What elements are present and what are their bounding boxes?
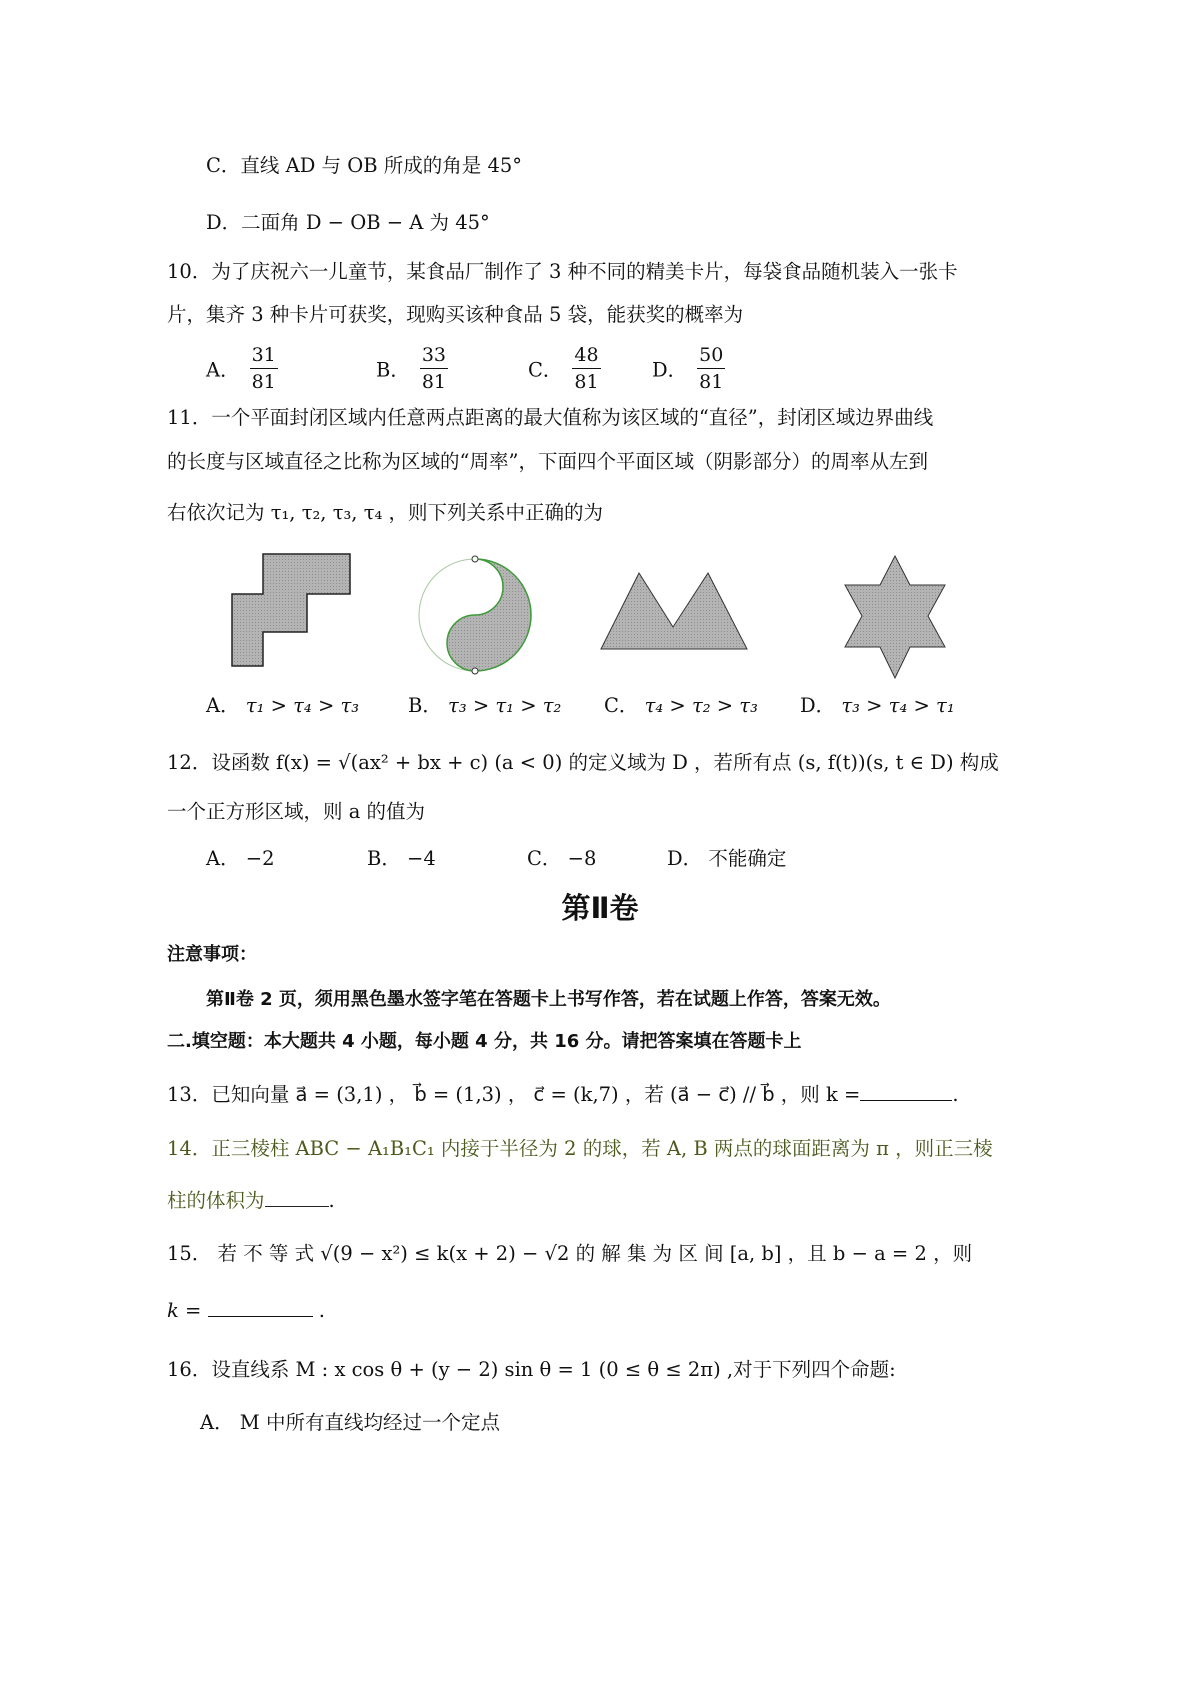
notice-title: 注意事项： <box>167 944 257 965</box>
q16-stem-line1: 16．设直线系 M : x cos θ + (y − 2) sin θ = 1 (0 ≤ θ ≤ 2π) ,对于下列四个命题: <box>167 1358 896 1381</box>
yin-yang-region-figure <box>413 552 543 678</box>
notice-text: 第Ⅱ卷 2 页，须用黑色墨水签字笔在答题卡上书写作答，若在试题上作答，答案无效。 <box>206 989 891 1010</box>
q12-stem-line1: 12．设函数 f(x) = √(ax² + bx + c) (a < 0) 的定义域为 D ，若所有点 (s, f(t))(s, t ∈ D) 构成 <box>167 751 999 774</box>
q12-option-d: D． 不能确定 <box>667 847 787 870</box>
q10-stem-line1: 10．为了庆祝六一儿童节，某食品厂制作了 3 种不同的精美卡片，每袋食品随机装入一张卡 <box>167 260 958 283</box>
hexagram-region-figure <box>830 550 960 690</box>
q12-option-c: C． −8 <box>527 847 597 870</box>
staircase-region-figure <box>225 550 355 670</box>
q10-option-c: C． $\frac{48}{81}$ <box>528 344 599 393</box>
q11-option-d: D． τ₃ > τ₄ > τ₁ <box>800 694 955 717</box>
q11-stem-line2: 的长度与区域直径之比称为区域的“周率”，下面四个平面区域（阴影部分）的周率从左到 <box>167 450 928 473</box>
q10-stem-line2: 片，集齐 3 种卡片可获奖，现购买该种食品 5 袋，能获奖的概率为 <box>167 303 744 326</box>
q14-answer-blank[interactable] <box>265 1190 329 1207</box>
q10-option-d: D． $\frac{50}{81}$ <box>652 344 724 393</box>
q9-option-c: C．直线 AD 与 OB 所成的角是 45° <box>206 154 523 177</box>
q15-stem-line1: 15． 若 不 等 式 √(9 − x²) ≤ k(x + 2) − √2 的 解 集 为 区 间 [a, b] ，且 b − a = 2 ，则 <box>167 1242 973 1265</box>
q12-stem-line2: 一个正方形区域，则 a 的值为 <box>167 800 426 823</box>
fill-in-heading: 二.填空题：本大题共 4 小题，每小题 4 分，共 16 分。请把答案填在答题卡上 <box>167 1031 802 1052</box>
q10-option-a: A． $\frac{31}{81}$ <box>206 344 276 393</box>
section-title: 第Ⅱ卷 <box>561 891 639 925</box>
q9-option-d: D．二面角 D − OB − A 为 45° <box>206 211 490 234</box>
q15-stem-line2: k = . <box>167 1299 325 1322</box>
q11-option-a: A． τ₁ > τ₄ > τ₃ <box>206 694 360 717</box>
twin-peaks-region-figure <box>595 565 755 655</box>
q11-stem-line1: 11．一个平面封闭区域内任意两点距离的最大值称为该区域的“直径”，封闭区域边界曲线 <box>167 406 934 429</box>
q15-answer-blank[interactable] <box>208 1300 313 1317</box>
q11-option-c: C． τ₄ > τ₂ > τ₃ <box>604 694 758 717</box>
q13-answer-blank[interactable] <box>860 1084 952 1101</box>
q11-stem-line3: 右依次记为 τ₁, τ₂, τ₃, τ₄ ，则下列关系中正确的为 <box>167 501 604 524</box>
q10-option-b: B． $\frac{33}{81}$ <box>376 344 447 393</box>
q14-stem-line2: 柱的体积为 . <box>167 1189 335 1212</box>
q14-stem-line1: 14．正三棱柱 ABC − A₁B₁C₁ 内接于半径为 2 的球，若 A, B 两点的球面距离为 π ，则正三棱 <box>167 1137 993 1160</box>
q11-option-b: B． τ₃ > τ₁ > τ₂ <box>408 694 562 717</box>
q16-proposition-a: A． M 中所有直线均经过一个定点 <box>200 1411 500 1434</box>
q12-option-b: B． −4 <box>367 847 436 870</box>
q13-stem: 13．已知向量 a⃗ = (3,1) ， b⃗ = (1,3) ， c⃗ = (k,7) ，若 (a⃗ − c⃗) // b⃗ ，则 k = . <box>167 1083 959 1106</box>
q12-option-a: A． −2 <box>206 847 275 870</box>
